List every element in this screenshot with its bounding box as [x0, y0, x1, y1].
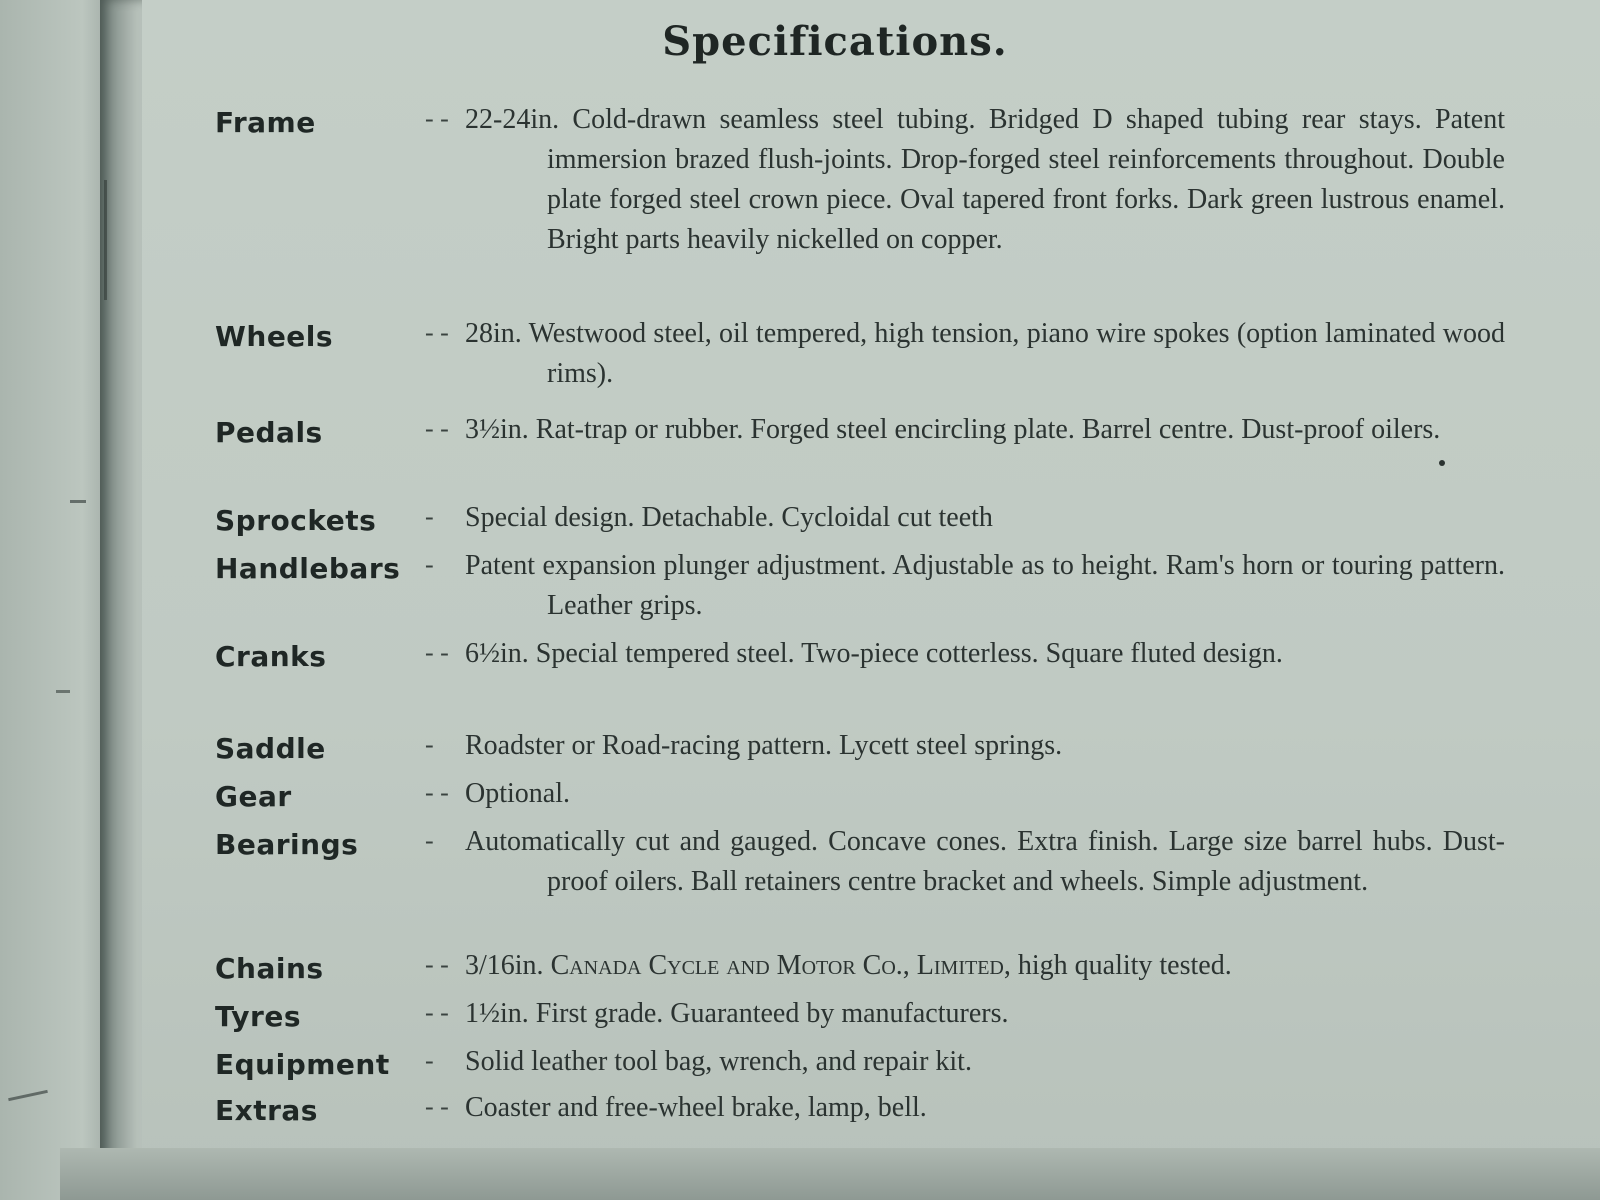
spec-dash: -	[425, 502, 434, 531]
spec-label: Wheels	[215, 320, 334, 353]
spec-label: Gear	[215, 780, 292, 813]
spec-label: Cranks	[215, 640, 327, 673]
spec-label: Frame	[215, 106, 316, 139]
spec-description	[465, 946, 1505, 986]
spec-dash: - -	[425, 318, 449, 347]
spec-label: Sprockets	[215, 504, 377, 537]
spec-row-chains	[215, 946, 1505, 994]
spec-row-handlebars	[215, 546, 1505, 634]
spec-label: Chains	[215, 952, 324, 985]
spec-description: Roadster or Road-racing pattern. Lycett steel springs.	[465, 730, 1063, 761]
spec-label: Extras	[215, 1094, 318, 1127]
spec-label: Bearings	[215, 828, 359, 861]
spec-description: 28in. Westwood steel, oil tempered, high tension, piano wire spokes (option laminated wood rims).	[465, 318, 1505, 389]
spec-row-pedals	[215, 410, 1505, 498]
page-title: Specifications.	[662, 18, 1008, 65]
spec-row-gear	[215, 774, 1505, 822]
spec-dash: - -	[425, 950, 449, 979]
spec-list	[215, 100, 1505, 1134]
spec-label: Tyres	[215, 1000, 301, 1033]
spec-dash: - -	[425, 998, 449, 1027]
spec-dash: -	[425, 730, 434, 759]
ink-mark	[56, 690, 70, 693]
spec-row-cranks	[215, 634, 1505, 726]
spec-row-wheels	[215, 314, 1505, 410]
spec-description: 22-24in. Cold-drawn seamless steel tubing. Bridged D shaped tubing rear stays. Patent immersion brazed flush-joints. Drop-forged steel reinforcements throughout. Double plate forged steel crown piece. Oval tapered front forks. Dark green lustrous enamel. Bright parts heavily nickelled on copper.	[465, 104, 1505, 255]
company-name: Canada Cycle and Motor Co., Limited	[550, 950, 1004, 981]
spec-description: 3½in. Rat-trap or rubber. Forged steel encircling plate. Barrel centre. Dust-proof oilers.	[465, 414, 1441, 445]
spec-description: 6½in. Special tempered steel. Two-piece cotterless. Square fluted design.	[465, 638, 1283, 669]
spec-dash: -	[425, 550, 434, 579]
spec-dash: -	[425, 826, 434, 855]
spec-dash: - -	[425, 414, 449, 443]
spec-dash: - -	[425, 1092, 449, 1121]
spec-description: Coaster and free-wheel brake, lamp, bell.	[465, 1092, 927, 1123]
spec-description: Special design. Detachable. Cycloidal cut teeth	[465, 502, 993, 533]
spec-row-bearings	[215, 822, 1505, 946]
page-bottom-edge	[60, 1148, 1600, 1200]
spec-dash: -	[425, 1046, 434, 1075]
spec-row-tyres	[215, 994, 1505, 1042]
chain-quality: , high quality tested.	[1003, 950, 1232, 981]
spec-label: Saddle	[215, 732, 326, 765]
spec-dash: - -	[425, 778, 449, 807]
spec-description: Patent expansion plunger adjustment. Adjustable as to height. Ram's horn or touring pattern. Leather grips.	[465, 550, 1505, 621]
spec-row-saddle	[215, 726, 1505, 774]
chain-size: 3/16in.	[465, 950, 551, 981]
spec-label: Handlebars	[215, 552, 401, 585]
spec-label: Equipment	[215, 1048, 390, 1081]
spec-label: Pedals	[215, 416, 323, 449]
ink-dot	[1439, 460, 1445, 466]
spec-dash: - -	[425, 638, 449, 667]
spec-dash: - -	[425, 104, 449, 133]
spec-row-equipment	[215, 1042, 1505, 1088]
spec-row-sprockets	[215, 498, 1505, 546]
spec-description: Optional.	[465, 778, 570, 809]
ink-mark	[104, 180, 107, 300]
ink-mark	[70, 500, 86, 503]
spec-row-frame	[215, 100, 1505, 314]
spec-row-extras	[215, 1088, 1505, 1134]
spec-description: Solid leather tool bag, wrench, and repair kit.	[465, 1046, 972, 1077]
spec-description: 1½in. First grade. Guaranteed by manufacturers.	[465, 998, 1009, 1029]
spec-description: Automatically cut and gauged. Concave cones. Extra finish. Large size barrel hubs. Dust-proof oilers. Ball retainers centre bracket and wheels. Simple adjustment.	[465, 826, 1505, 897]
